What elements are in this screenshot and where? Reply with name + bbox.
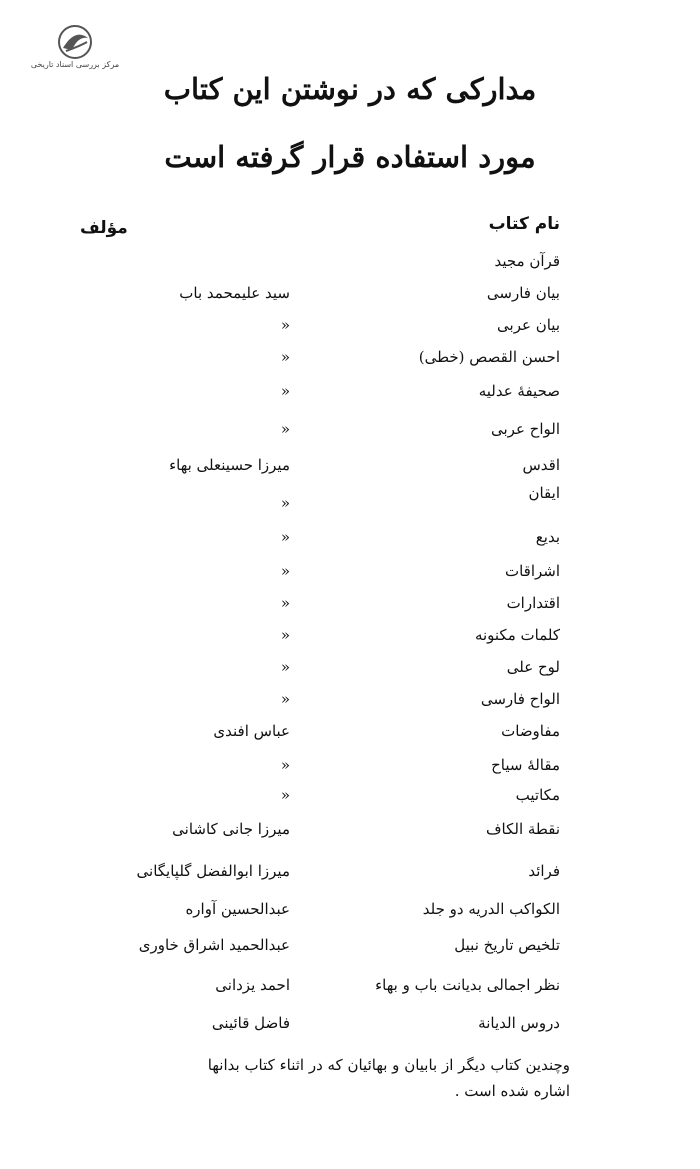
book-author: « (280, 528, 290, 546)
book-author: میرزا جانی کاشانی (172, 820, 290, 838)
list-item (70, 484, 560, 510)
list-item (70, 316, 560, 342)
book-author: « (280, 494, 290, 512)
book-title: مقالهٔ سیاح (491, 756, 560, 774)
list-item (70, 936, 560, 962)
book-author: عبدالحسین آواره (185, 900, 290, 918)
book-author: « (280, 626, 290, 644)
footnote-line-1: وچندین کتاب دیگر از بابیان و بهائیان که در اثناء کتاب بدانها (207, 1056, 570, 1074)
book-title: نقطة الکاف (485, 820, 560, 838)
book-title: ایقان (528, 484, 560, 502)
list-item (70, 626, 560, 652)
list-item (70, 382, 560, 408)
book-title: قرآن مجید (494, 252, 560, 270)
column-header-author: مؤلف (80, 218, 128, 238)
book-author: میرزا حسینعلی بهاء (169, 456, 290, 474)
list-item (70, 528, 560, 554)
book-title: الواح فارسی (480, 690, 560, 708)
book-title: دروس الدیانة (478, 1014, 560, 1032)
archive-logo (20, 24, 130, 78)
list-item (70, 820, 560, 846)
book-title: بدیع (535, 528, 560, 546)
list-item (70, 594, 560, 620)
book-title: مفاوضات (501, 722, 560, 740)
book-author: « (280, 562, 290, 580)
book-author: « (280, 756, 290, 774)
archive-emblem-icon (50, 24, 100, 60)
list-item (70, 900, 560, 926)
book-title: تلخیص تاریخ نبیل (454, 936, 560, 954)
book-author: عباس افندی (213, 722, 290, 740)
footnote-line-2: اشاره شده است . (454, 1082, 570, 1100)
book-author: « (280, 658, 290, 676)
book-author: فاضل قائینی (211, 1014, 290, 1032)
book-author: میرزا ابوالفضل گلپایگانی (136, 862, 290, 880)
list-item (70, 284, 560, 310)
list-item (70, 252, 560, 278)
book-title: بیان عربی (497, 316, 560, 334)
book-title: الواح عربی (490, 420, 560, 438)
book-author: « (280, 786, 290, 804)
column-header-book: نام کتاب (488, 214, 560, 234)
page-title-line-1: مدارکی که در نوشتن این کتاب (163, 72, 537, 106)
book-title: مکاتیب (515, 786, 560, 804)
book-author: عبدالحمید اشراق خاوری (138, 936, 290, 954)
archive-logo-text: مرکز بررسی اسناد تاریخی (30, 60, 120, 69)
list-item (70, 690, 560, 716)
list-item (70, 1014, 560, 1040)
list-item (70, 658, 560, 684)
list-item (70, 348, 560, 374)
list-item (70, 420, 560, 446)
list-item (70, 862, 560, 888)
book-title: اقتدارات (506, 594, 560, 612)
book-author: احمد یزدانی (215, 976, 290, 994)
list-item (70, 976, 560, 1002)
list-item (70, 722, 560, 748)
book-author: سید علیمحمد باب (179, 284, 290, 302)
book-title: نظر اجمالی بدیانت باب و بهاء (375, 976, 560, 994)
book-title: لوح علی (506, 658, 560, 676)
book-author: « (280, 690, 290, 708)
list-item (70, 786, 560, 812)
book-author: « (280, 316, 290, 334)
list-item (70, 562, 560, 588)
list-item (70, 756, 560, 782)
page-title-line-2: مورد استفاده قرار گرفته است (164, 140, 536, 174)
book-title: بیان فارسی (486, 284, 560, 302)
book-title: صحیفهٔ عدلیه (478, 382, 560, 400)
book-author: « (280, 420, 290, 438)
book-author: « (280, 594, 290, 612)
book-title: کلمات مکنونه (474, 626, 560, 644)
book-title: فرائد (528, 862, 560, 880)
book-title: اقدس (522, 456, 560, 474)
list-item (70, 456, 560, 482)
book-title: الکواکب الدریه دو جلد (422, 900, 560, 918)
book-title: احسن القصص (خطی) (418, 348, 560, 366)
book-title: اشراقات (504, 562, 560, 580)
book-author: « (280, 348, 290, 366)
book-author: « (280, 382, 290, 400)
